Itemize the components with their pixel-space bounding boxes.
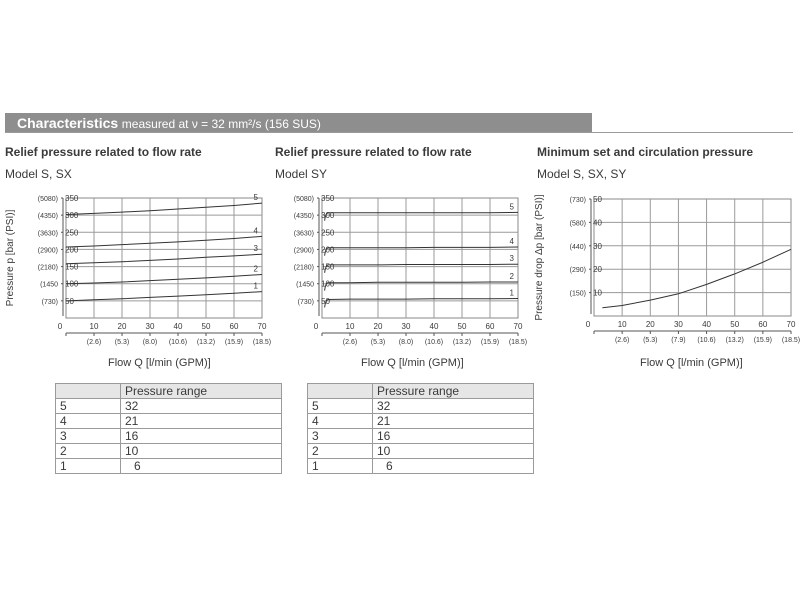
y-axis-label: Pressure p [bar (PSI)]: [5, 209, 16, 307]
x-tick-label: 70: [257, 322, 267, 331]
series-label: 3: [253, 244, 258, 254]
x-tick-label: 50: [201, 322, 211, 331]
table-cell: 4: [56, 414, 121, 429]
x-tick-secondary-label: (18.5): [508, 339, 528, 346]
x-tick-label: 10: [345, 322, 355, 331]
x-tick-secondary-label: (15.9): [753, 337, 773, 344]
x-tick-secondary-label: (10.6): [424, 339, 444, 346]
series-label: 1: [253, 281, 258, 291]
x-tick-label: 30: [145, 322, 155, 331]
table-row: [56, 429, 282, 444]
x-tick-secondary-label: (15.9): [480, 339, 500, 346]
y-tick-secondary-label: (4350): [293, 213, 314, 221]
chart2-title: Relief pressure related to flow rate: [275, 145, 472, 159]
y-tick-label: 200: [321, 245, 335, 255]
table-cell: 16: [373, 429, 534, 444]
y-tick-label: 250: [321, 228, 335, 238]
x-tick-label: 10: [89, 322, 99, 331]
table-cell: 6: [373, 459, 534, 474]
x-tick-label: 60: [229, 322, 239, 331]
table-cell: 10: [373, 444, 534, 459]
y-tick-label: 40: [593, 218, 602, 228]
table-row: [56, 399, 282, 414]
y-tick-label: 50: [593, 195, 602, 204]
table-cell: 16: [121, 429, 282, 444]
table-cell: 21: [373, 414, 534, 429]
y-tick-secondary-label: (5080): [293, 196, 314, 203]
x-tick-label: 50: [730, 320, 740, 329]
y-tick-label: 30: [593, 241, 602, 251]
chart3-model: Model S, SX, SY: [537, 167, 627, 181]
table-cell: 21: [121, 414, 282, 429]
table-row: [308, 399, 534, 414]
x-tick-label: 40: [173, 322, 183, 331]
y-tick-secondary-label: (3630): [293, 230, 314, 238]
table-cell: 2: [308, 444, 373, 459]
series-label: 5: [253, 193, 258, 203]
y-axis-label: Pressure drop Δp [bar (PSI)]: [534, 194, 545, 321]
y-tick-label: 300: [65, 211, 79, 221]
chart3-xlabel: Flow Q [l/min (GPM)]: [640, 357, 743, 369]
series-line: [66, 275, 262, 284]
table-header-cell: Pressure range: [121, 384, 282, 399]
y-tick-secondary-label: (4350): [37, 213, 58, 221]
x-tick-secondary-label: (8.0): [142, 339, 158, 346]
y-tick-secondary-label: (730): [41, 298, 58, 306]
table-header-cell: [308, 384, 373, 399]
table-cell: 6: [121, 459, 282, 474]
x-tick-secondary-label: (5.3): [370, 339, 386, 346]
chart2-model: Model SY: [275, 167, 328, 181]
table-header-row: [56, 384, 282, 399]
x-tick-label: 20: [117, 322, 127, 331]
y-tick-label: 350: [321, 194, 335, 203]
x-tick-secondary-label: (13.2): [452, 339, 472, 346]
y-tick-label: 10: [593, 288, 602, 298]
x-tick-label: 30: [673, 320, 683, 329]
pressure-range-table-2: [307, 383, 534, 474]
x-tick-label: 0: [313, 322, 319, 331]
table-row: [56, 444, 282, 459]
y-tick-secondary-label: (290): [569, 267, 586, 275]
y-tick-secondary-label: (2900): [293, 247, 314, 255]
x-tick-label: 50: [457, 322, 467, 331]
y-tick-secondary-label: (150): [569, 290, 586, 298]
series-line: [325, 299, 518, 308]
series-line: [325, 247, 518, 256]
series-line: [66, 236, 262, 247]
y-tick-secondary-label: (1450: [40, 281, 58, 289]
x-tick-label: 30: [401, 322, 411, 331]
x-tick-label: 70: [513, 322, 523, 331]
chart1-title: Relief pressure related to flow rate: [5, 145, 202, 159]
x-tick-secondary-label: (10.6): [168, 339, 188, 346]
table-cell: 32: [121, 399, 282, 414]
x-tick-secondary-label: (13.2): [196, 339, 216, 346]
chart2-xlabel: Flow Q [l/min (GPM)]: [361, 357, 464, 369]
table-row: [56, 414, 282, 429]
y-tick-label: 100: [321, 279, 335, 289]
table-row: [308, 429, 534, 444]
table-cell: 3: [308, 429, 373, 444]
table-row: [56, 459, 282, 474]
table-cell: 2: [56, 444, 121, 459]
table-cell: 5: [308, 399, 373, 414]
table-cell: 1: [56, 459, 121, 474]
y-tick-secondary-label: (730): [297, 298, 314, 306]
y-tick-label: 100: [65, 279, 79, 289]
x-tick-secondary-label: (18.5): [252, 339, 272, 346]
y-tick-secondary-label: (5080): [37, 196, 58, 203]
y-tick-label: 200: [65, 245, 79, 255]
series-line: [325, 212, 518, 220]
x-tick-secondary-label: (5.3): [643, 337, 658, 344]
plot-frame: [594, 199, 791, 316]
plot-frame: [322, 198, 518, 318]
x-tick-secondary-label: (7.9): [671, 337, 686, 344]
y-tick-secondary-label: (440): [569, 243, 586, 251]
chart1-xlabel: Flow Q [l/min (GPM)]: [108, 357, 211, 369]
table-row: [308, 414, 534, 429]
table-cell: 4: [308, 414, 373, 429]
series-label: 3: [509, 254, 514, 264]
x-tick-label: 20: [373, 322, 383, 331]
y-tick-label: 50: [65, 296, 74, 306]
table-cell: 1: [308, 459, 373, 474]
x-tick-label: 0: [585, 320, 591, 329]
y-tick-label: 150: [65, 262, 79, 272]
x-tick-label: 10: [617, 320, 627, 329]
y-tick-label: 20: [593, 265, 602, 275]
x-tick-label: 40: [429, 322, 439, 331]
x-tick-secondary-label: (2.6): [614, 337, 630, 344]
table-header-cell: [56, 384, 121, 399]
series-label: 5: [509, 202, 514, 212]
y-tick-secondary-label: (580): [569, 220, 586, 228]
series-label: 2: [253, 264, 258, 274]
y-tick-secondary-label: (2180): [293, 264, 314, 272]
x-tick-secondary-label: (13.2): [725, 337, 744, 344]
x-tick-label: 20: [645, 320, 655, 329]
x-tick-secondary-label: (8.0): [398, 339, 414, 346]
section-title: Characteristics: [17, 115, 119, 131]
series-line: [66, 203, 262, 214]
series-label: 1: [509, 288, 514, 298]
x-tick-label: 40: [702, 320, 712, 329]
y-tick-secondary-label: (3630): [37, 230, 58, 238]
x-tick-label: 70: [786, 320, 796, 329]
x-tick-secondary-label: (2.6): [342, 339, 358, 346]
y-tick-secondary-label: (1450: [296, 281, 314, 289]
table-header-cell: Pressure range: [373, 384, 534, 399]
x-tick-label: 60: [758, 320, 768, 329]
x-tick-secondary-label: (5.3): [114, 339, 130, 346]
y-tick-secondary-label: (2180): [37, 264, 58, 272]
table-cell: 5: [56, 399, 121, 414]
x-tick-label: 60: [485, 322, 495, 331]
y-tick-label: 250: [65, 228, 79, 238]
chart3-title: Minimum set and circulation pressure: [537, 145, 754, 159]
series-label: 2: [509, 272, 514, 281]
y-tick-secondary-label: (730): [569, 197, 586, 204]
series-line: [66, 292, 262, 301]
table-cell: 10: [121, 444, 282, 459]
pressure-range-table-1: [55, 383, 282, 474]
x-tick-secondary-label: (15.9): [224, 339, 244, 346]
x-tick-secondary-label: (10.6): [697, 337, 716, 344]
table-cell: 3: [56, 429, 121, 444]
table-row: [308, 444, 534, 459]
y-tick-label: 50: [321, 296, 330, 306]
series-label: 4: [509, 237, 514, 247]
x-tick-label: 0: [57, 322, 63, 331]
series-line: [325, 264, 518, 273]
x-tick-secondary-label: (2.6): [86, 339, 102, 346]
y-tick-secondary-label: (2900): [37, 247, 58, 255]
table-header-row: [308, 384, 534, 399]
chart1-model: Model S, SX: [5, 167, 72, 181]
y-tick-label: 150: [321, 262, 335, 272]
y-tick-label: 350: [65, 194, 79, 203]
x-tick-secondary-label: (18.5): [781, 337, 800, 344]
section-subtitle: measured at ν = 32 mm²/s (156 SUS): [121, 117, 321, 131]
series-label: 4: [253, 226, 258, 236]
table-cell: 32: [373, 399, 534, 414]
y-tick-label: 300: [321, 211, 335, 221]
table-row: [308, 459, 534, 474]
series-line: [66, 254, 262, 264]
